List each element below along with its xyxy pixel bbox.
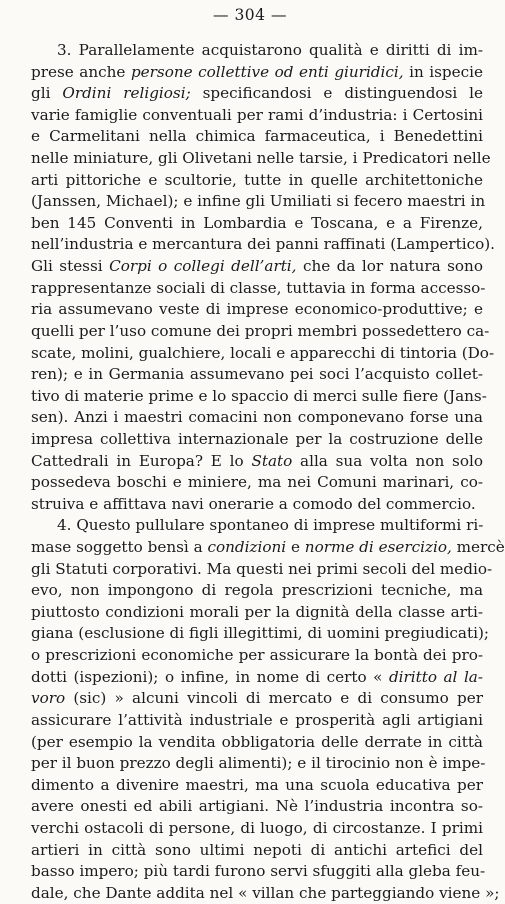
body-text	[31, 40, 505, 904]
text-line: dimento a divenire maestri, ma una scuola educativa per	[31, 775, 483, 794]
text-line: dale, che Dante addita nel « villan che parteggiando viene »;	[31, 883, 500, 902]
text-line: 3. Parallelamente acquistarono qualità e diritti di im-	[57, 41, 483, 59]
text-line: nell’industria e mercantura dei panni raffinati (Lampertico).	[31, 235, 495, 254]
text-line: gli Ordini religiosi; specificandosi e distinguendosi le	[31, 84, 483, 103]
text-line: dotti (ispezioni); o infine, in nome di certo « diritto al la-	[31, 667, 483, 686]
page-number: — 304 —	[213, 6, 287, 24]
text-line: ben 145 Conventi in Lombardia e Toscana, e a Firenze,	[31, 213, 483, 232]
text-line: tivo di materie prime e lo spaccio di merci sulle fiere (Jans-	[31, 386, 487, 405]
paragraph-3	[31, 40, 495, 515]
text-line: Cattedrali in Europa? E lo Stato alla sua volta non solo	[31, 451, 483, 470]
text-line: giana (esclusione di figli illegittimi, di uomini pregiudicati);	[31, 624, 489, 643]
text-line: o prescrizioni economiche per assicurare la bontà dei pro-	[31, 646, 483, 665]
text-line: mase soggetto bensì a condizioni e norme di esercizio, mercè	[31, 538, 505, 557]
text-line: quelli per l’uso comune dei propri membri possedettero ca-	[31, 321, 490, 340]
text-line: (Janssen, Michael); e infine gli Umiliati si fecero maestri in	[31, 192, 486, 211]
text-line: assicurare l’attività industriale e prosperità agli artigiani	[31, 710, 483, 729]
text-line: sen). Anzi i maestri comacini non componevano forse una	[31, 408, 483, 427]
text-line: scate, molini, gualchiere, locali e apparecchi di tintoria (Do-	[31, 343, 495, 362]
text-line: evo, non impongono di regola prescrizioni tecniche, ma	[31, 581, 483, 600]
paragraph-4	[31, 515, 505, 904]
text-line: ren); e in Germania assumevano pei soci l’acquisto collet-	[31, 365, 483, 384]
text-line: e Carmelitani nella chimica farmaceutica, i Benedettini	[31, 127, 483, 146]
text-line: (per esempio la vendita obbligatoria delle derrate in città	[31, 732, 483, 751]
text-line: piuttosto condizioni morali per la dignità della classe arti-	[31, 602, 483, 621]
text-line: possedeva boschi e miniere, ma nei Comuni marinari, co-	[31, 473, 483, 492]
text-line: gli Statuti corporativi. Ma questi nei primi secoli del medio-	[31, 559, 493, 578]
text-line: varie famiglie conventuali per rami d’industria: i Certosini	[31, 105, 483, 124]
text-line: artieri in città sono ultimi nepoti di antichi artefici del	[31, 840, 483, 859]
text-line: rappresentanze sociali di classe, tuttavia in forma accesso-	[31, 278, 486, 297]
text-line: Gli stessi Corpi o collegi dell’arti, che da lor natura sono	[31, 257, 483, 276]
text-line: impresa collettiva internazionale per la costruzione delle	[31, 429, 483, 448]
text-line: verchi ostacoli di persone, di luogo, di circostanze. I primi	[31, 818, 483, 837]
text-line: arti pittoriche e scultorie, tutte in quelle architettoniche	[31, 170, 483, 189]
text-line: struiva e affittava navi onerarie a comodo del commercio.	[31, 494, 476, 513]
text-line: per il buon prezzo degli alimenti); e il tirocinio non è impe-	[31, 754, 486, 773]
text-line: avere onesti ed abili artigiani. Nè l’industria incontra so-	[31, 797, 483, 816]
text-line: basso impero; più tardi furono servi sfuggiti alla gleba feu-	[31, 862, 486, 881]
text-line: ria assumevano veste di imprese economico-produttive; e	[31, 300, 483, 319]
text-line: nelle miniature, gli Olivetani nelle tarsie, i Predicatori nelle	[31, 149, 491, 168]
text-line: prese anche persone collettive od enti giuridici, in ispecie	[31, 62, 483, 81]
text-line: voro (sic) » alcuni vincoli di mercato e di consumo per	[31, 689, 483, 708]
text-line: 4. Questo pullulare spontaneo di imprese multiformi ri-	[57, 516, 484, 535]
